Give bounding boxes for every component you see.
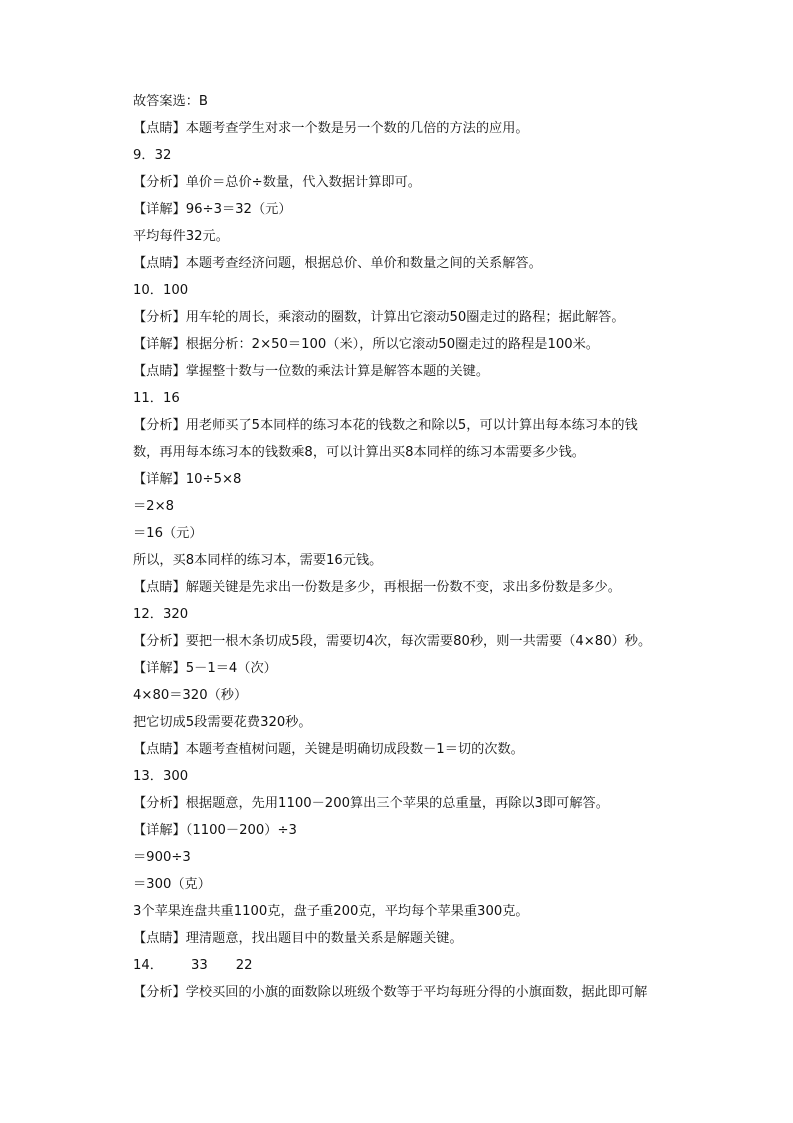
result-line: 平均每件32元。 <box>133 229 229 244</box>
blank-answer-1: 33 <box>190 958 208 973</box>
analysis-line: 【分析】用车轮的周长，乘滚动的圈数，计算出它滚动50圈走过的路程；据此解答。 <box>133 310 625 325</box>
analysis-line: 【分析】学校买回的小旗的面数除以班级个数等于平均每班分得的小旗面数，据此即可解 <box>133 985 648 1000</box>
detail-line: 【详解】96÷3＝32（元） <box>133 202 292 217</box>
analysis-line: 【分析】单价＝总价÷数量，代入数据计算即可。 <box>133 175 421 190</box>
analysis-line-cont: 数，再用每本练习本的钱数乘8，可以计算出买8本同样的练习本需要多少钱。 <box>133 445 585 460</box>
blank-answer-2: 22 <box>235 958 253 973</box>
question-9-answer: 9．32 <box>133 148 172 163</box>
calc-step: ＝900÷3 <box>133 850 191 865</box>
calc-step: 4×80＝320（秒） <box>133 688 248 703</box>
analysis-line: 【分析】要把一根木条切成5段，需要切4次，每次需要80秒，则一共需要（4×80）秒。 <box>133 634 652 649</box>
comment-line: 【点睛】本题考查学生对求一个数是另一个数的几倍的方法的应用。 <box>133 121 529 136</box>
calc-step: ＝16（元） <box>133 526 203 541</box>
detail-line: 【详解】根据分析：2×50＝100（米），所以它滚动50圈走过的路程是100米。 <box>133 337 599 352</box>
question-13-answer: 13．300 <box>133 769 189 784</box>
comment-line: 【点睛】掌握整十数与一位数的乘法计算是解答本题的关键。 <box>133 364 490 379</box>
comment-line: 【点睛】本题考查植树问题，关键是明确切成段数－1＝切的次数。 <box>133 742 524 757</box>
question-number: 14． <box>133 958 163 973</box>
question-12-answer: 12．320 <box>133 607 189 622</box>
result-line: 3个苹果连盘共重1100克，盘子重200克，平均每个苹果重300克。 <box>133 904 529 919</box>
analysis-line: 【分析】根据题意，先用1100－200算出三个苹果的总重量，再除以3即可解答。 <box>133 796 609 811</box>
calc-step: ＝2×8 <box>133 499 175 514</box>
question-14-answer <box>133 958 693 974</box>
detail-line: 【详解】（1100－200）÷3 <box>133 823 297 838</box>
question-10-answer: 10．100 <box>133 283 189 298</box>
comment-line: 【点睛】本题考查经济问题，根据总价、单价和数量之间的关系解答。 <box>133 256 542 271</box>
comment-line: 【点睛】解题关键是先求出一份数是多少，再根据一份数不变，求出多份数是多少。 <box>133 580 621 595</box>
result-line: 所以，买8本同样的练习本，需要16元钱。 <box>133 553 383 568</box>
calc-step: ＝300（克） <box>133 877 211 892</box>
result-line: 把它切成5段需要花费320秒。 <box>133 715 312 730</box>
analysis-line: 【分析】用老师买了5本同样的练习本花的钱数之和除以5，可以计算出每本练习本的钱 <box>133 418 638 433</box>
detail-line: 【详解】10÷5×8 <box>133 472 242 487</box>
question-11-answer: 11．16 <box>133 391 180 406</box>
answer-line: 故答案选：B <box>133 94 208 109</box>
comment-line: 【点睛】理清题意，找出题目中的数量关系是解题关键。 <box>133 931 463 946</box>
detail-line: 【详解】5－1＝4（次） <box>133 661 277 676</box>
